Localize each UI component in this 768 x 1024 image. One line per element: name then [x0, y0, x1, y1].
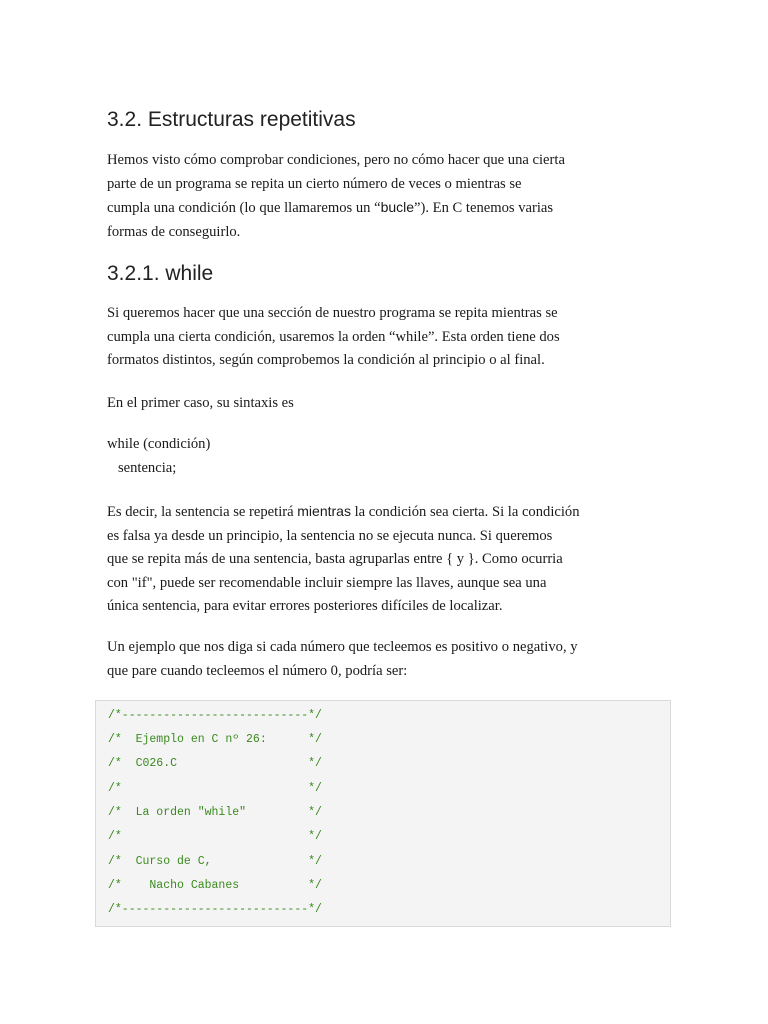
code-line: /* C026.C */ [108, 757, 322, 770]
para4-line-2: que pare cuando tecleemos el número 0, podría ser: [107, 662, 408, 679]
intro-line-3-start: cumpla una condición (lo que llamaremos un “ [107, 200, 381, 216]
code-block [95, 700, 671, 927]
para3-line-1-end: la condición sea cierta. Si la condición [350, 504, 580, 520]
para4-line-1: Un ejemplo que nos diga si cada número que tecleemos es positivo o negativo, y [107, 639, 578, 655]
bucle-term: bucle [380, 199, 415, 215]
code-line: /* Curso de C, */ [108, 855, 322, 868]
code-line: /* La orden "while" */ [108, 806, 322, 819]
para3-line-2: es falsa ya desde un principio, la sentencia no se ejecuta nunca. Si queremos [107, 527, 553, 544]
code-line: /*---------------------------*/ [108, 903, 322, 916]
code-line: /* */ [108, 782, 322, 795]
section-title: 3.2. Estructuras repetitivas [107, 108, 356, 131]
syntax-intro-paragraph [107, 392, 667, 416]
intro-line-3-end: ”). En C tenemos varias [414, 200, 554, 216]
para3-line-5: única sentencia, para evitar errores posteriores difíciles de localizar. [107, 598, 503, 614]
code-line: /*---------------------------*/ [108, 709, 322, 722]
para3-line-4: con "if", puede ser recomendable incluir siempre las llaves, aunque sea una [107, 574, 547, 591]
while-intro-paragraph [107, 302, 667, 373]
subsection-title: 3.2.1. while [107, 262, 214, 285]
code-line: /* Ejemplo en C nº 26: */ [108, 733, 322, 746]
syntax-line-2: sentencia; [107, 459, 177, 476]
para3-line-1 [107, 500, 667, 525]
para1-line-1: Si queremos hacer que una sección de nuestro programa se repita mientras se [107, 305, 558, 321]
intro-line-1: Hemos visto cómo comprobar condiciones, pero no cómo hacer que una cierta [107, 152, 565, 168]
intro-line-4: formas de conseguirlo. [107, 223, 241, 240]
code-line: /* */ [108, 830, 322, 843]
code-line: /* Nacho Cabanes */ [108, 879, 322, 892]
para3-line-3: que se repita más de una sentencia, basta agruparlas entre { y }. Como ocurria [107, 551, 563, 567]
syntax-line-1: while (condición) [107, 436, 211, 452]
explanation-paragraph [107, 500, 667, 619]
intro-paragraph [107, 149, 667, 244]
example-intro-paragraph [107, 636, 667, 683]
para1-line-2: cumpla una cierta condición, usaremos la orden “while”. Esta orden tiene dos [107, 328, 560, 345]
intro-line-3 [107, 196, 667, 221]
para1-line-3: formatos distintos, según comprobemos la condición al principio o al final. [107, 352, 545, 368]
para2-line: En el primer caso, su sintaxis es [107, 395, 294, 411]
para3-line-1-start: Es decir, la sentencia se repetirá [107, 504, 298, 520]
mientras-term: mientras [297, 503, 351, 519]
syntax-example [107, 433, 667, 480]
intro-line-2: parte de un programa se repita un cierto número de veces o mientras se [107, 175, 522, 192]
